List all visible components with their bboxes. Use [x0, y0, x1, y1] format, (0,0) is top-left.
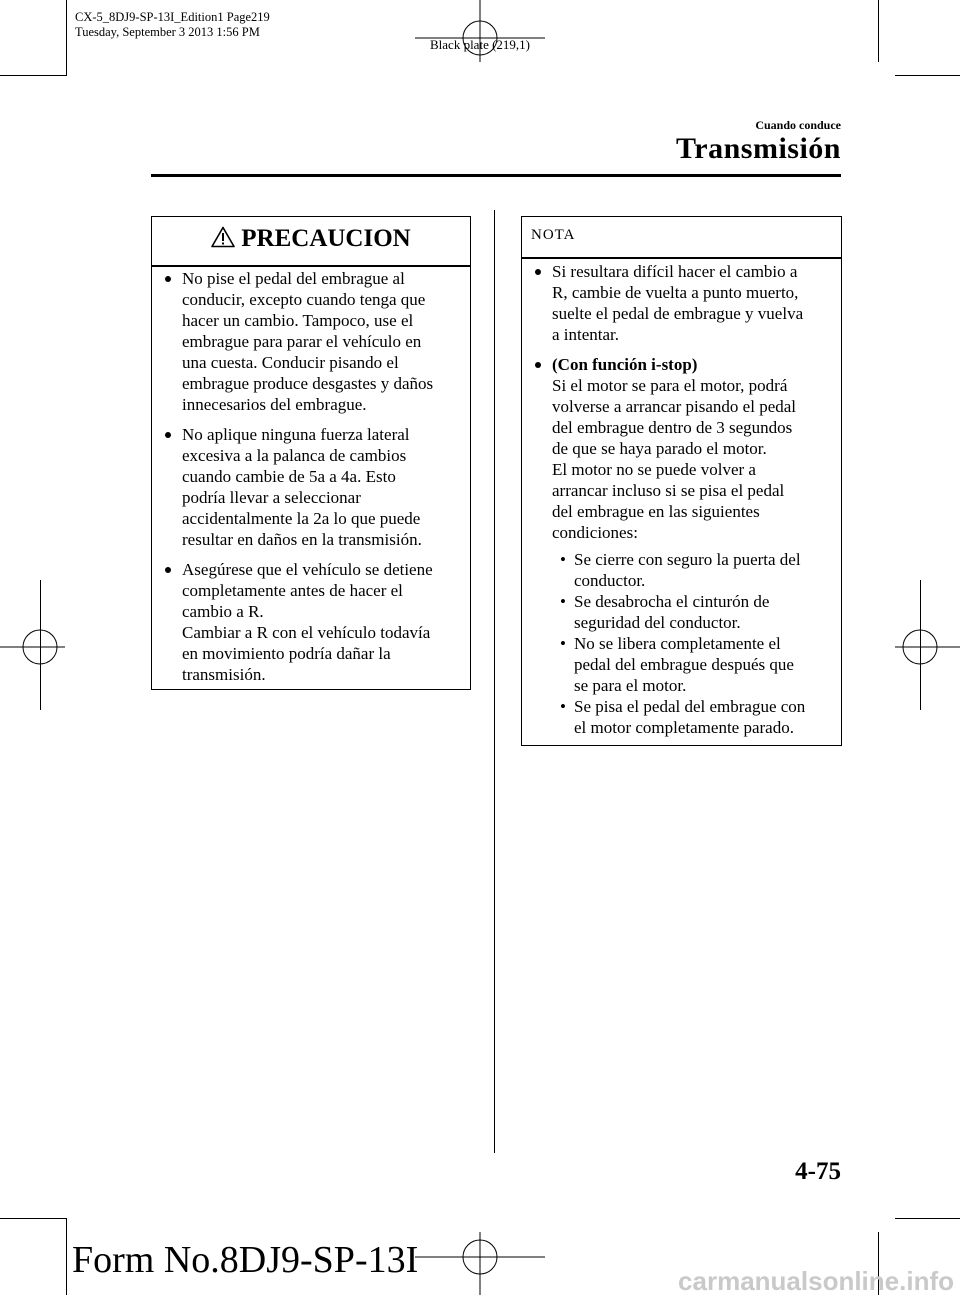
note-list [522, 261, 841, 552]
condition-text: Se pisa el pedal del embrague con el motor completamente parado. [574, 697, 806, 737]
print-metadata [75, 10, 270, 40]
page-number: 4-75 [795, 1158, 841, 1185]
bullet-dot-icon: • [560, 634, 566, 653]
header-rule [151, 174, 841, 177]
date-line: Tuesday, September 3 2013 1:56 PM [75, 25, 260, 39]
bullet-dot-icon: • [560, 550, 566, 569]
list-item [152, 559, 470, 685]
condition-text: Se desabrocha el cinturón de seguridad del conductor. [574, 592, 770, 632]
bullet-dot-icon [165, 276, 171, 282]
bullet-dot-icon [535, 362, 541, 368]
plate-label: Black plate (219,1) [430, 37, 530, 52]
note-item-text: Si el motor se para el motor, podrá volverse a arrancar pisando el pedal del embrague dentro de 3 segundos de que se haya parado el motor. El motor no se puede volver a arrancar incluso si se pisa el pedal del embrague en las siguientes condiciones: [552, 376, 797, 542]
list-item [152, 268, 470, 415]
note-title: NOTA [531, 227, 576, 243]
list-item [557, 696, 839, 738]
list-item [152, 424, 470, 550]
list-item [557, 591, 839, 633]
caution-title: PRECAUCION [241, 225, 411, 252]
note-box [521, 216, 842, 746]
bullet-dot-icon: • [560, 697, 566, 716]
column-divider [494, 210, 495, 1153]
list-item [557, 633, 839, 696]
caution-item-text: No aplique ninguna fuerza lateral excesiva a la palanca de cambios cuando cambie de 5a a 4a. Esto podría llevar a seleccionar accidentalmente la 2a lo que puede resultar en daños en la transmisión. [182, 425, 422, 549]
warning-triangle-icon [211, 226, 235, 248]
form-number: Form No.8DJ9-SP-13I [72, 1239, 419, 1281]
conditions-list [557, 549, 839, 738]
list-item [522, 354, 841, 543]
caution-box [151, 216, 471, 690]
note-item-heading: (Con función i-stop) [552, 355, 698, 374]
bullet-dot-icon [165, 567, 171, 573]
caution-item-text: No pise el pedal del embrague al conducir, excepto cuando tenga que hacer un cambio. Tampoco, use el embrague para parar el vehículo en una cuesta. Conducir pisando el embrague produce desgastes y daños innecesarios del embrague. [182, 269, 434, 414]
caution-item-text: Asegúrese que el vehículo se detiene completamente antes de hacer el cambio a R. Cambiar a R con el vehículo todavía en movimiento podría dañar la transmisión. [182, 560, 433, 684]
section-title: Cuando conduce [755, 118, 841, 132]
watermark: carmanualsonline.info [678, 1266, 954, 1296]
file-line: CX-5_8DJ9-SP-13I_Edition1 Page219 [75, 10, 270, 24]
caution-separator [152, 265, 470, 267]
note-separator [522, 257, 841, 259]
caution-heading [152, 225, 470, 253]
list-item [522, 261, 841, 345]
condition-text: Se cierre con seguro la puerta del conductor. [574, 550, 801, 590]
bullet-dot-icon [535, 269, 541, 275]
note-item-text: Si resultara difícil hacer el cambio a R, cambie de vuelta a punto muerto, suelte el pedal de embrague y vuelva a intentar. [552, 262, 804, 344]
condition-text: No se libera completamente el pedal del embrague después que se para el motor. [574, 634, 794, 695]
bullet-dot-icon [165, 432, 171, 438]
chapter-title: Transmisión [676, 132, 841, 165]
caution-list [152, 268, 470, 694]
list-item [557, 549, 839, 591]
bullet-dot-icon: • [560, 592, 566, 611]
